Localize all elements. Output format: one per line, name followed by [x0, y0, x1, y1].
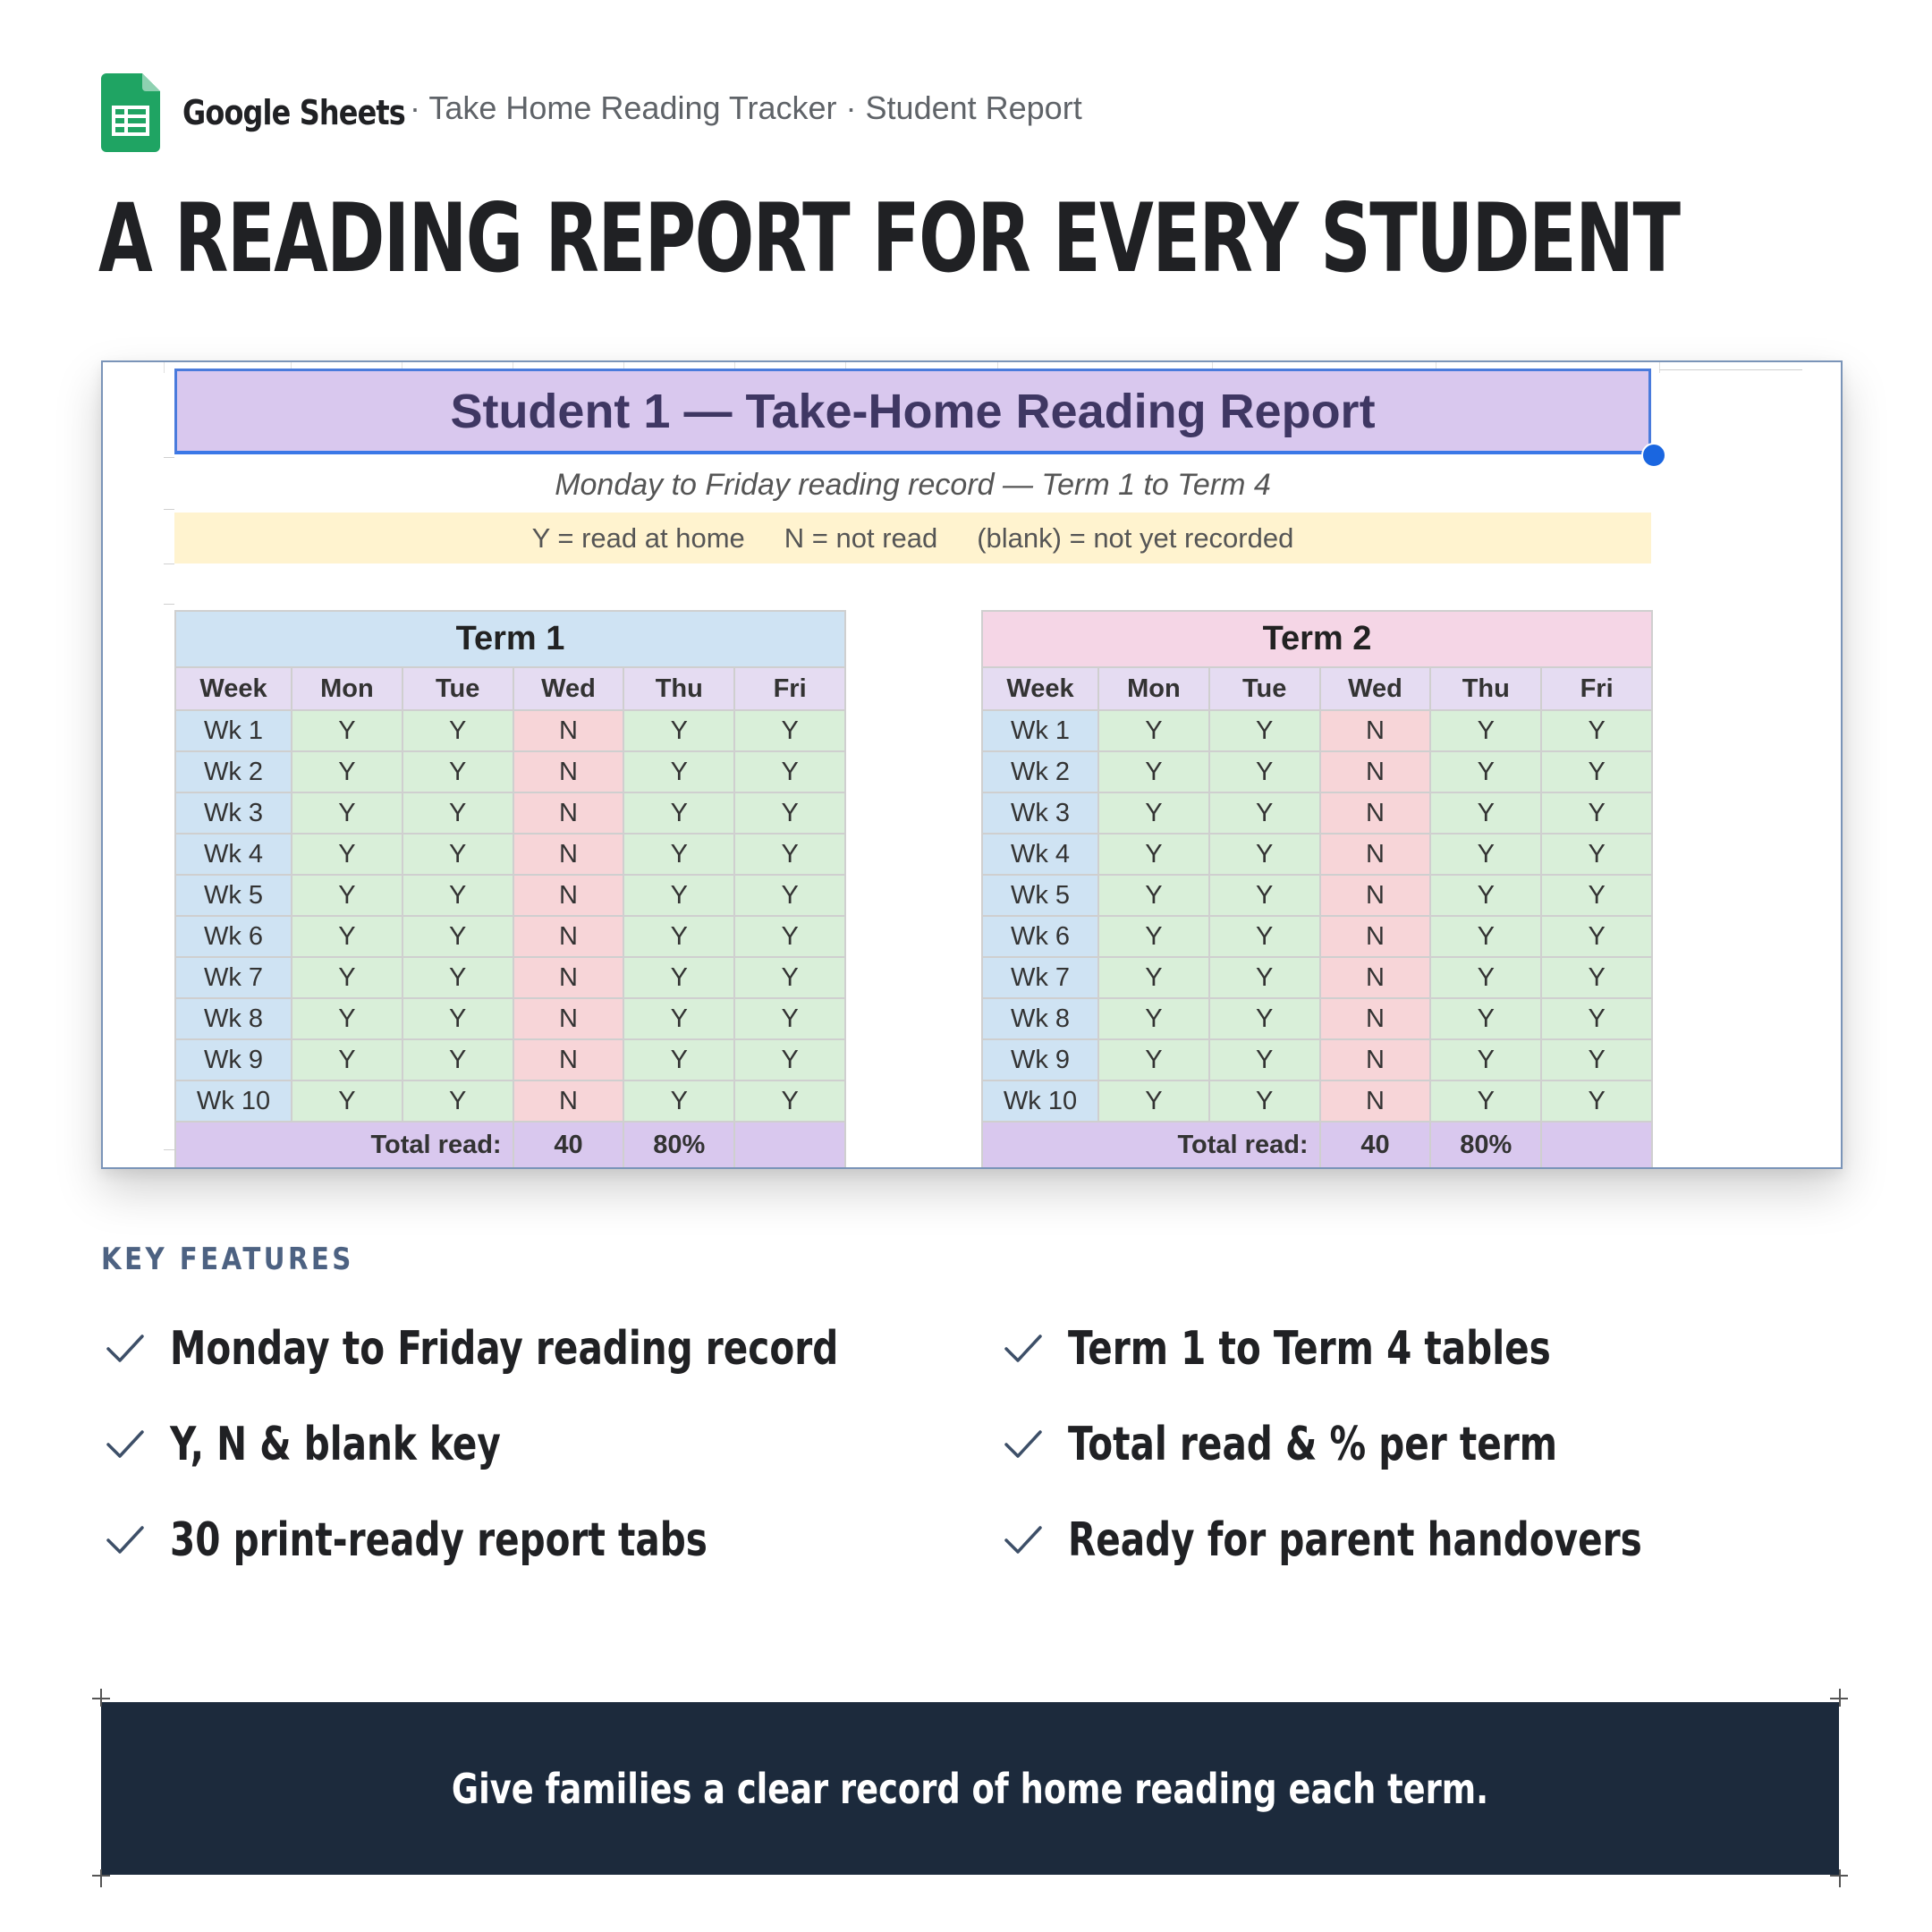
reading-cell[interactable]: Y	[1209, 1039, 1320, 1080]
week-cell[interactable]: Wk 6	[175, 916, 292, 957]
week-cell[interactable]: Wk 5	[175, 875, 292, 916]
reading-cell[interactable]: Y	[623, 834, 734, 875]
reading-cell[interactable]: N	[1320, 1080, 1431, 1122]
reading-cell[interactable]: Y	[1541, 998, 1652, 1039]
reading-cell[interactable]: Y	[292, 834, 402, 875]
reading-cell[interactable]: Y	[1098, 957, 1209, 998]
table-row	[175, 1080, 845, 1122]
total-label: Total read:	[982, 1122, 1320, 1168]
total-count: 40	[1320, 1122, 1431, 1168]
week-cell[interactable]: Wk 5	[982, 875, 1098, 916]
table-row	[175, 957, 845, 998]
reading-cell[interactable]: Y	[1209, 957, 1320, 998]
reading-cell[interactable]: N	[513, 792, 624, 834]
report-title: Student 1 — Take-Home Reading Report	[450, 384, 1376, 438]
week-cell[interactable]: Wk 1	[982, 710, 1098, 751]
reading-cell[interactable]: Y	[292, 1080, 402, 1122]
table-row	[175, 710, 845, 751]
reading-cell[interactable]: Y	[1098, 1080, 1209, 1122]
reading-cell[interactable]: N	[1320, 998, 1431, 1039]
term-title: Term 1	[175, 611, 845, 667]
reading-cell[interactable]: Y	[734, 1080, 845, 1122]
reading-cell[interactable]: Y	[734, 792, 845, 834]
feature-text: Monday to Friday reading record	[170, 1322, 839, 1376]
table-row	[175, 834, 845, 875]
reading-cell[interactable]: N	[1320, 1039, 1431, 1080]
week-cell[interactable]: Wk 3	[982, 792, 1098, 834]
reading-cell[interactable]: N	[1320, 875, 1431, 916]
reading-cell[interactable]: Y	[1430, 875, 1541, 916]
total-percent: 80%	[623, 1122, 734, 1168]
feature-text: Total read & % per term	[1068, 1418, 1558, 1471]
reading-cell[interactable]: Y	[1430, 1039, 1541, 1080]
column-header-fri: Fri	[1541, 667, 1652, 710]
app-name: Google Sheets	[182, 93, 405, 132]
reading-cell[interactable]: Y	[734, 834, 845, 875]
reading-cell[interactable]: N	[513, 1080, 624, 1122]
reading-cell[interactable]: Y	[292, 792, 402, 834]
report-title-cell[interactable]	[174, 369, 1651, 454]
reading-cell[interactable]: Y	[1209, 792, 1320, 834]
feature-text: Y, N & blank key	[170, 1418, 501, 1471]
column-header-thu: Thu	[623, 667, 734, 710]
reading-cell[interactable]: Y	[1430, 710, 1541, 751]
reading-cell[interactable]: Y	[1209, 751, 1320, 792]
reading-cell[interactable]: Y	[292, 710, 402, 751]
cta-banner	[101, 1702, 1839, 1875]
reading-cell[interactable]: Y	[1430, 792, 1541, 834]
reading-cell[interactable]: N	[513, 1039, 624, 1080]
breadcrumb: · Take Home Reading Tracker · Student Report	[410, 89, 1082, 126]
column-header-week: Week	[982, 667, 1098, 710]
feature-text: Ready for parent handovers	[1068, 1513, 1642, 1567]
total-empty-cell	[734, 1122, 845, 1168]
reading-cell[interactable]: Y	[1098, 916, 1209, 957]
reading-cell[interactable]: Y	[1209, 834, 1320, 875]
reading-cell[interactable]: Y	[1430, 751, 1541, 792]
legend-bar	[174, 513, 1651, 564]
reading-cell[interactable]: N	[513, 998, 624, 1039]
reading-cell[interactable]: Y	[1209, 998, 1320, 1039]
week-cell[interactable]: Wk 2	[982, 751, 1098, 792]
reading-cell[interactable]: Y	[1098, 875, 1209, 916]
column-header-wed: Wed	[513, 667, 624, 710]
reading-cell[interactable]: Y	[402, 792, 513, 834]
legend-yes: Y = read at home	[531, 521, 745, 554]
total-label: Total read:	[175, 1122, 513, 1168]
feature-text: Term 1 to Term 4 tables	[1068, 1322, 1551, 1376]
check-icon	[106, 1428, 145, 1461]
reading-cell[interactable]: Y	[623, 1039, 734, 1080]
check-icon	[1004, 1524, 1043, 1556]
reading-cell[interactable]: Y	[734, 710, 845, 751]
table-row	[982, 834, 1652, 875]
table-row	[982, 1039, 1652, 1080]
reading-cell[interactable]: Y	[292, 1039, 402, 1080]
column-header-tue: Tue	[402, 667, 513, 710]
week-cell[interactable]: Wk 2	[175, 751, 292, 792]
total-empty-cell	[1541, 1122, 1652, 1168]
week-cell[interactable]: Wk 9	[982, 1039, 1098, 1080]
reading-cell[interactable]: Y	[1541, 710, 1652, 751]
feature-item	[106, 1513, 859, 1567]
table-row	[982, 751, 1652, 792]
term2-table-wrap	[981, 610, 1651, 1169]
reading-cell[interactable]: Y	[1098, 834, 1209, 875]
reading-cell[interactable]: N	[1320, 792, 1431, 834]
reading-cell[interactable]: Y	[623, 751, 734, 792]
reading-cell[interactable]: N	[1320, 916, 1431, 957]
reading-cell[interactable]: N	[513, 834, 624, 875]
reading-cell[interactable]: N	[513, 916, 624, 957]
column-header-week: Week	[175, 667, 292, 710]
feature-item	[1004, 1513, 1804, 1567]
column-header-fri: Fri	[734, 667, 845, 710]
reading-cell[interactable]: Y	[623, 710, 734, 751]
spreadsheet-screenshot	[101, 360, 1843, 1169]
reading-cell[interactable]: N	[1320, 710, 1431, 751]
week-cell[interactable]: Wk 1	[175, 710, 292, 751]
brand	[101, 72, 447, 153]
reading-cell[interactable]: N	[1320, 957, 1431, 998]
reading-cell[interactable]: Y	[623, 916, 734, 957]
week-cell[interactable]: Wk 6	[982, 916, 1098, 957]
check-icon	[106, 1524, 145, 1556]
reading-cell[interactable]: Y	[402, 1039, 513, 1080]
google-sheets-icon	[101, 73, 160, 152]
reading-cell[interactable]: Y	[1098, 710, 1209, 751]
reading-cell[interactable]: Y	[292, 875, 402, 916]
banner-text: Give families a clear record of home reading each term.	[451, 1764, 1489, 1813]
reading-cell[interactable]: Y	[402, 957, 513, 998]
reading-cell[interactable]: N	[513, 957, 624, 998]
reading-cell[interactable]: Y	[1541, 1039, 1652, 1080]
total-row	[982, 1122, 1652, 1168]
table-row	[982, 916, 1652, 957]
table-row	[175, 751, 845, 792]
total-row	[175, 1122, 845, 1168]
column-header-tue: Tue	[1209, 667, 1320, 710]
selection-fill-handle[interactable]	[1641, 443, 1666, 468]
reading-cell[interactable]: Y	[1541, 751, 1652, 792]
reading-cell[interactable]: Y	[623, 957, 734, 998]
reading-cell[interactable]: Y	[1098, 792, 1209, 834]
reading-cell[interactable]: Y	[734, 916, 845, 957]
reading-cell[interactable]: Y	[1209, 1080, 1320, 1122]
reading-cell[interactable]: Y	[402, 998, 513, 1039]
week-cell[interactable]: Wk 3	[175, 792, 292, 834]
reading-cell[interactable]: Y	[734, 1039, 845, 1080]
reading-cell[interactable]: Y	[623, 875, 734, 916]
reading-cell[interactable]: Y	[623, 792, 734, 834]
table-row	[175, 998, 845, 1039]
reading-cell[interactable]: Y	[734, 998, 845, 1039]
reading-cell[interactable]: N	[513, 875, 624, 916]
reading-cell[interactable]: Y	[1430, 916, 1541, 957]
table-row	[175, 875, 845, 916]
week-cell[interactable]: Wk 8	[175, 998, 292, 1039]
term1-table-wrap	[174, 610, 844, 1169]
reading-cell[interactable]: Y	[1430, 1080, 1541, 1122]
reading-cell[interactable]: Y	[1541, 957, 1652, 998]
reading-cell[interactable]: Y	[402, 916, 513, 957]
page-title: A READING REPORT FOR EVERY STUDENT	[98, 183, 1680, 293]
legend-no: N = not read	[784, 521, 938, 554]
term2-table	[981, 610, 1653, 1169]
reading-cell[interactable]: Y	[1541, 1080, 1652, 1122]
reading-cell[interactable]: Y	[1430, 998, 1541, 1039]
week-cell[interactable]: Wk 10	[175, 1080, 292, 1122]
reading-cell[interactable]: Y	[1098, 751, 1209, 792]
reading-cell[interactable]: N	[1320, 834, 1431, 875]
reading-cell[interactable]: Y	[1209, 875, 1320, 916]
reading-cell[interactable]: Y	[292, 998, 402, 1039]
reading-cell[interactable]: Y	[734, 957, 845, 998]
table-row	[982, 957, 1652, 998]
reading-cell[interactable]: Y	[1209, 710, 1320, 751]
reading-cell[interactable]: Y	[734, 875, 845, 916]
reading-cell[interactable]: Y	[1541, 792, 1652, 834]
feature-item	[1004, 1418, 1695, 1471]
week-cell[interactable]: Wk 9	[175, 1039, 292, 1080]
week-cell[interactable]: Wk 7	[982, 957, 1098, 998]
report-subtitle: Monday to Friday reading record — Term 1 to Term 4	[555, 468, 1271, 502]
table-row	[982, 792, 1652, 834]
reading-cell[interactable]: Y	[402, 710, 513, 751]
table-row	[982, 1080, 1652, 1122]
table-row	[175, 792, 845, 834]
reading-cell[interactable]: N	[1320, 751, 1431, 792]
reading-cell[interactable]: Y	[1541, 875, 1652, 916]
total-count: 40	[513, 1122, 624, 1168]
column-header-wed: Wed	[1320, 667, 1431, 710]
check-icon	[1004, 1333, 1043, 1365]
term1-table	[174, 610, 846, 1169]
reading-cell[interactable]: Y	[623, 998, 734, 1039]
feature-text: 30 print-ready report tabs	[170, 1513, 708, 1567]
reading-cell[interactable]: N	[513, 751, 624, 792]
reading-cell[interactable]: Y	[734, 751, 845, 792]
table-row	[175, 916, 845, 957]
reading-cell[interactable]: Y	[1209, 916, 1320, 957]
legend-blank: (blank) = not yet recorded	[977, 521, 1294, 554]
reading-cell[interactable]: Y	[402, 875, 513, 916]
feature-item	[106, 1418, 594, 1471]
reading-cell[interactable]: Y	[1098, 1039, 1209, 1080]
reading-cell[interactable]: Y	[1541, 834, 1652, 875]
week-cell[interactable]: Wk 4	[175, 834, 292, 875]
week-cell[interactable]: Wk 10	[982, 1080, 1098, 1122]
check-icon	[106, 1333, 145, 1365]
reading-cell[interactable]: N	[513, 710, 624, 751]
reading-cell[interactable]: Y	[1430, 834, 1541, 875]
key-features-heading: KEY FEATURES	[101, 1241, 354, 1277]
reading-cell[interactable]: Y	[1541, 916, 1652, 957]
feature-item	[106, 1322, 1027, 1376]
feature-item	[1004, 1322, 1687, 1376]
reading-cell[interactable]: Y	[402, 1080, 513, 1122]
table-row	[982, 998, 1652, 1039]
reading-cell[interactable]: Y	[623, 1080, 734, 1122]
column-header-mon: Mon	[292, 667, 402, 710]
total-percent: 80%	[1430, 1122, 1541, 1168]
reading-cell[interactable]: Y	[292, 957, 402, 998]
week-cell[interactable]: Wk 7	[175, 957, 292, 998]
check-icon	[1004, 1428, 1043, 1461]
table-row	[982, 875, 1652, 916]
reading-cell[interactable]: Y	[1098, 998, 1209, 1039]
term-title: Term 2	[982, 611, 1652, 667]
column-header-mon: Mon	[1098, 667, 1209, 710]
reading-cell[interactable]: Y	[402, 751, 513, 792]
reading-cell[interactable]: Y	[292, 916, 402, 957]
table-row	[982, 710, 1652, 751]
reading-cell[interactable]: Y	[292, 751, 402, 792]
week-cell[interactable]: Wk 4	[982, 834, 1098, 875]
week-cell[interactable]: Wk 8	[982, 998, 1098, 1039]
column-header-thu: Thu	[1430, 667, 1541, 710]
reading-cell[interactable]: Y	[402, 834, 513, 875]
table-row	[175, 1039, 845, 1080]
reading-cell[interactable]: Y	[1430, 957, 1541, 998]
